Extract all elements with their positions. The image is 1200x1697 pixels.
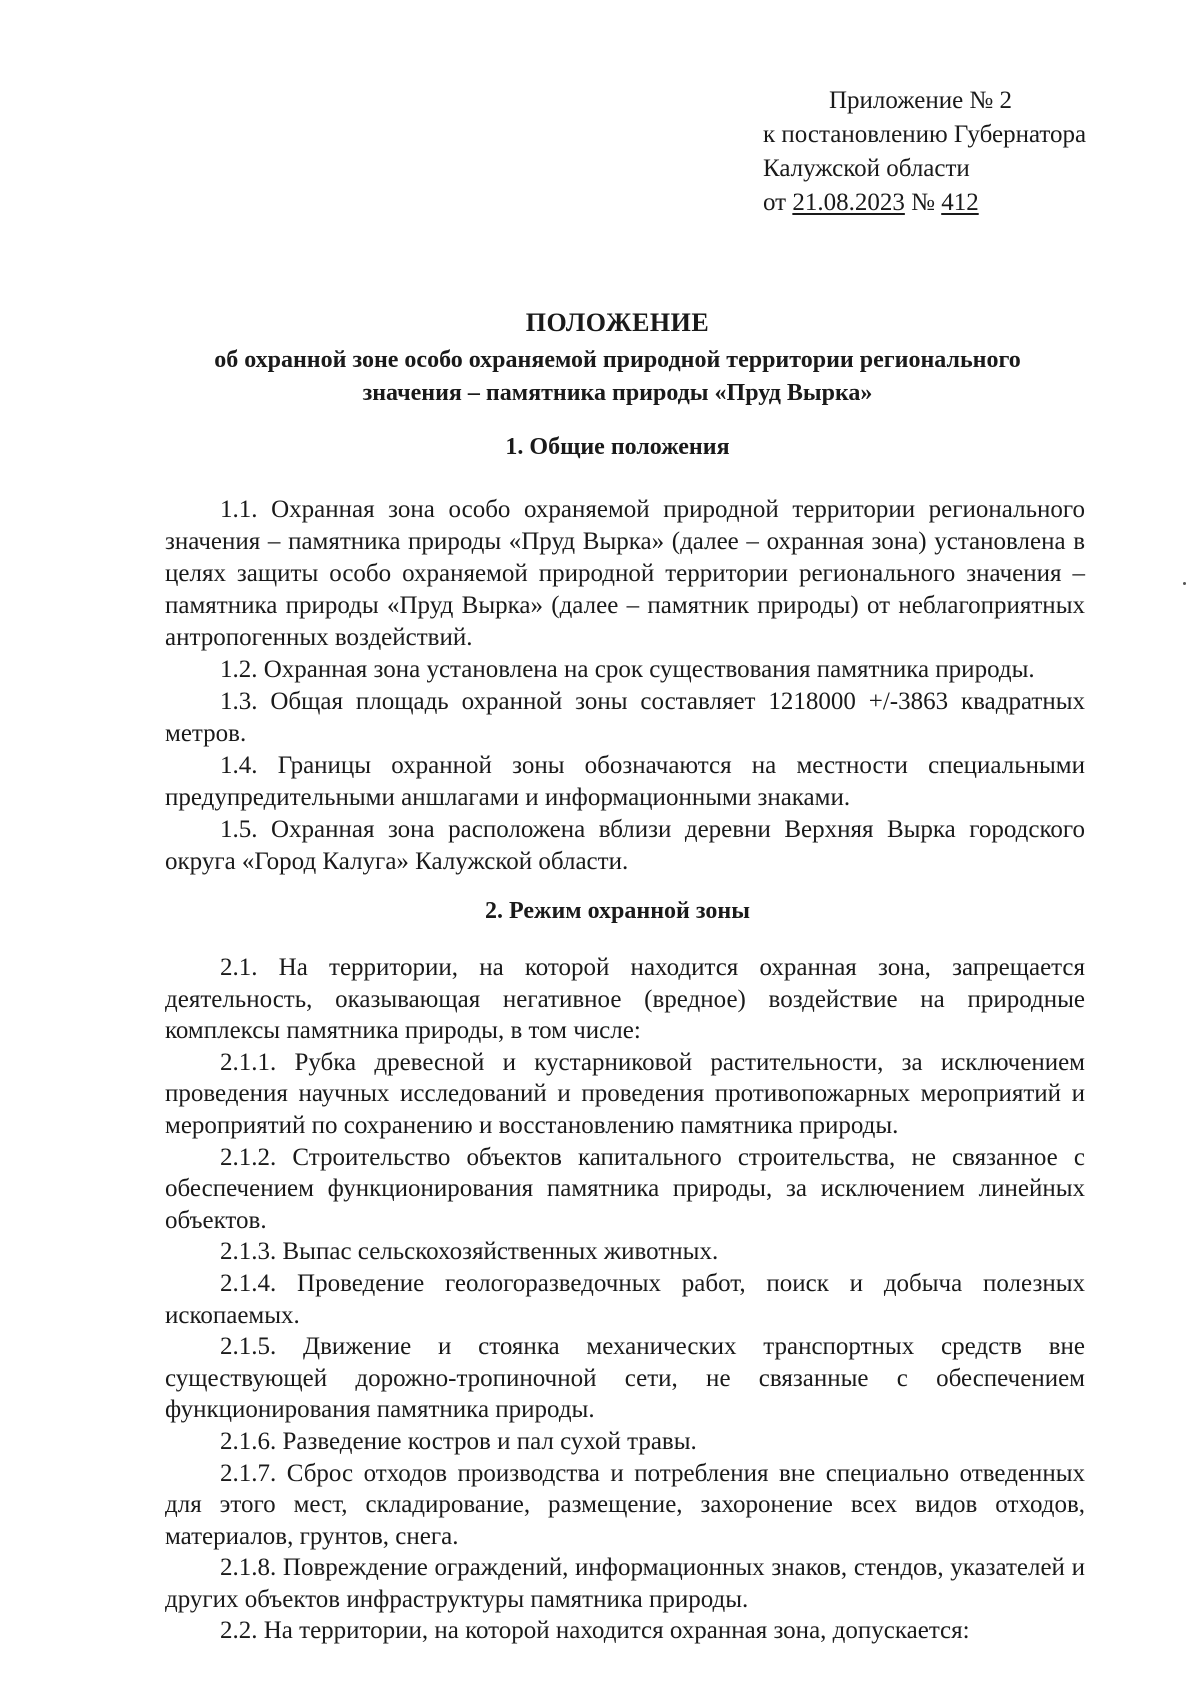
paragraph-2-2: 2.2. На территории, на которой находится охранная зона, допускается:: [220, 1617, 970, 1645]
appendix-date-line: [763, 186, 1086, 220]
appendix-number: Приложение № 2: [829, 87, 1013, 114]
appendix-date: 21.08.2023: [792, 189, 905, 216]
appendix-number-sign: №: [911, 189, 935, 216]
appendix-date-prefix: от: [763, 189, 787, 216]
paragraph-1-1: 1.1. Охранная зона особо охраняемой природной территории регионального значения – памятника природы «Пруд Вырка» (далее – охранная зона) установлена в целях защиты особо охраняемой природной территории регионального значения – памятника природы «Пруд Вырка» (далее – памятник природы) от неблагоприятных антропогенных воздействий.: [165, 496, 1085, 651]
paragraph-2-1-2: 2.1.2. Строительство объектов капитального строительства, не связанное с обеспечением функционирования памятника природы, за исключением линейных объектов.: [165, 1143, 1085, 1234]
appendix-region: Калужской области: [763, 155, 970, 182]
appendix-decree-ref: к постановлению Губернатора: [763, 121, 1087, 148]
paragraph-1-3: 1.3. Общая площадь охранной зоны составляет 1218000 +/-3863 квадратных метров.: [165, 688, 1085, 747]
paragraph-1-2: 1.2. Охранная зона установлена на срок существования памятника природы.: [220, 656, 1035, 683]
paragraph-2-1-3: 2.1.3. Выпас сельскохозяйственных животных.: [220, 1238, 719, 1266]
appendix-decree-number: 412: [941, 189, 979, 216]
subtitle-line: об охранной зоне особо охраняемой природной территории регионального: [214, 347, 1021, 373]
subtitle-line: значения – памятника природы «Пруд Вырка»: [362, 380, 873, 406]
section-heading-regime: 2. Режим охранной зоны: [485, 898, 750, 924]
paragraph-2-1-1: 2.1.1. Рубка древесной и кустарниковой растительности, за исключением проведения научных исследований и проведения противопожарных мероприятий и мероприятий по сохранению и восстановлению памятника природы.: [165, 1048, 1085, 1139]
paragraph-2-1-5: 2.1.5. Движение и стоянка механических транспортных средств вне существующей дорожно-тропиночной сети, не связанные с обеспечением функционирования памятника природы.: [165, 1333, 1085, 1424]
section-regime-body: [165, 952, 1085, 1647]
document-title: ПОЛОЖЕНИЕ: [525, 308, 710, 337]
paragraph-1-4: 1.4. Границы охранной зоны обозначаются на местности специальными предупредительными аншлагами и информационными знаками.: [165, 752, 1085, 811]
paragraph-2-1-8: 2.1.8. Повреждение ограждений, информационных знаков, стендов, указателей и других объектов инфраструктуры памятника природы.: [165, 1554, 1085, 1613]
paragraph-2-1-7: 2.1.7. Сброс отходов производства и потребления вне специально отведенных для этого мест, складирование, размещение, захоронение всех видов отходов, материалов, грунтов, снега.: [165, 1459, 1085, 1550]
section-general-body: [165, 494, 1085, 878]
appendix-header: [763, 84, 1086, 220]
scan-speck: [1183, 582, 1186, 585]
document-subtitle: [150, 344, 1085, 410]
paragraph-2-1-6: 2.1.6. Разведение костров и пал сухой травы.: [220, 1427, 697, 1455]
paragraph-2-1-4: 2.1.4. Проведение геологоразведочных работ, поиск и добыча полезных ископаемых.: [165, 1269, 1085, 1329]
section-heading-general: 1. Общие положения: [505, 434, 730, 460]
paragraph-2-1: 2.1. На территории, на которой находится охранная зона, запрещается деятельность, оказывающая негативное (вредное) воздействие на природные комплексы памятника природы, в том числе:: [165, 954, 1085, 1045]
paragraph-1-5: 1.5. Охранная зона расположена вблизи деревни Верхняя Вырка городского округа «Город Калуга» Калужской области.: [165, 816, 1085, 875]
